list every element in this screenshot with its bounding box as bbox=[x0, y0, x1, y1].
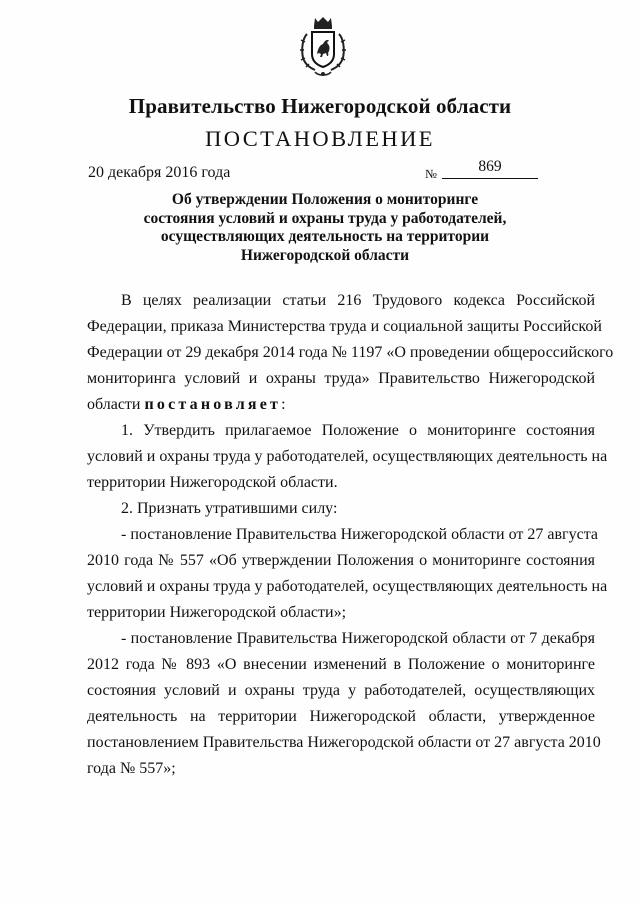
repealed-item-1 bbox=[87, 522, 608, 626]
repealed-item-2 bbox=[87, 626, 601, 782]
preamble-line: В целях реализации статьи 216 Трудового кодекса Российской bbox=[121, 292, 595, 309]
document-date: 20 декабря 2016 года bbox=[88, 164, 231, 181]
repealed-item-2-line: состояния условий и охраны труда у работодателей, осуществляющих bbox=[87, 682, 595, 699]
document-number: 869 bbox=[478, 158, 502, 175]
number-underline bbox=[442, 178, 538, 179]
repealed-item-2-line: года № 557»; bbox=[87, 760, 176, 777]
repealed-item-1-line: территории Нижегородской области»; bbox=[87, 604, 347, 621]
item-2-title: 2. Признать утратившими силу: bbox=[121, 500, 338, 517]
preamble-line: мониторинга условий и охраны труда» Правительство Нижегородской bbox=[87, 370, 595, 387]
document-type-title: ПОСТАНОВЛЕНИЕ bbox=[205, 126, 435, 151]
item-1-paragraph bbox=[87, 418, 608, 496]
repealed-item-2-line: 2012 года № 893 «О внесении изменений в Положение о мониторинге bbox=[87, 656, 595, 673]
subject-line: состояния условий и охраны труда у работодателей, bbox=[143, 209, 507, 227]
item-1-line: 1. Утвердить прилагаемое Положение о мониторинге состояния bbox=[121, 422, 595, 439]
preamble-last-line bbox=[87, 392, 595, 418]
item-1-line: условий и охраны труда у работодателей, осуществляющих деятельность на bbox=[87, 448, 608, 465]
subject-line: Об утверждении Положения о мониторинге bbox=[171, 191, 479, 208]
item-1-line: территории Нижегородской области. bbox=[87, 474, 338, 491]
repealed-item-2-line: постановлением Правительства Нижегородской области от 27 августа 2010 bbox=[87, 734, 601, 751]
preamble-line: Федерации, приказа Министерства труда и социальной защиты Российской bbox=[87, 318, 602, 335]
repealed-item-2-line: - постановление Правительства Нижегородской области от 7 декабря bbox=[121, 630, 595, 647]
preamble-paragraph bbox=[87, 288, 614, 418]
repealed-item-2-line: деятельность на территории Нижегородской области, утвержденное bbox=[87, 708, 595, 725]
coat-of-arms-emblem bbox=[295, 12, 351, 84]
number-sign: № bbox=[425, 167, 437, 181]
decree-colon: : bbox=[281, 396, 286, 413]
repealed-item-1-line: - постановление Правительства Нижегородской области от 27 августа bbox=[121, 526, 598, 543]
decree-word: постановляет bbox=[144, 396, 282, 413]
government-title: Правительство Нижегородской области bbox=[128, 94, 512, 118]
repealed-item-1-line: условий и охраны труда у работодателей, осуществляющих деятельность на bbox=[87, 578, 608, 595]
preamble-line: Федерации от 29 декабря 2014 года № 1197 «О проведении общероссийского bbox=[87, 344, 614, 361]
subject-line: Нижегородской области bbox=[240, 246, 410, 264]
document-subject bbox=[120, 191, 530, 265]
item-2-paragraph bbox=[87, 496, 595, 522]
repealed-item-1-line: 2010 года № 557 «Об утверждении Положения о мониторинге состояния bbox=[87, 552, 595, 569]
subject-line: осуществляющих деятельность на территории bbox=[160, 228, 490, 245]
preamble-prefix: области bbox=[87, 396, 145, 413]
